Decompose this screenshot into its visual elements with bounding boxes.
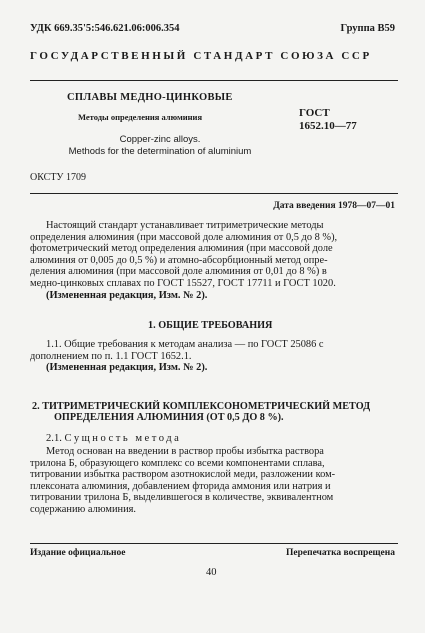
english-title bbox=[60, 134, 260, 157]
section2-line: Метод основан на введении в раствор пробы избытка раствора bbox=[46, 446, 324, 457]
okstu-code: ОКСТУ 1709 bbox=[30, 172, 87, 183]
english-title-line1: Copper-zinc alloys. bbox=[119, 134, 201, 145]
intro-line: алюминия от 0,005 до 0,5 %) и атомно-абсорбционный метод опре- bbox=[30, 254, 328, 266]
section2-subheading-num: 2.1. bbox=[46, 433, 62, 444]
intro-line: деления алюминия (при массовой доле алюминия от 0,01 до 8 %) в bbox=[30, 266, 327, 278]
intro-line: Настоящий стандарт устанавливает титриметрические методы bbox=[46, 220, 324, 231]
doc-subtitle: Методы определения алюминия bbox=[78, 112, 203, 122]
page-number: 40 bbox=[206, 567, 217, 578]
section2-line: титровании избытка раствором азотнокислой меди, разложении ком- bbox=[30, 469, 336, 481]
standard-name: ГОСУДАРСТВЕННЫЙ СТАНДАРТ СОЮЗА ССР bbox=[30, 50, 372, 62]
effective-date: Дата введения 1978—07—01 bbox=[273, 201, 395, 211]
intro-line: медно-цинковых сплавах по ГОСТ 15527, ГОСТ 17711 и ГОСТ 1020. bbox=[30, 277, 336, 289]
section2-line: плексоната алюминия, добавлением фторида аммония или натрия и bbox=[30, 480, 331, 492]
section1-line: 1.1. Общие требования к методам анализа — по ГОСТ 25086 с bbox=[46, 339, 324, 350]
english-title-line2: Methods for the determination of aluminium bbox=[68, 145, 252, 157]
section2-paragraph bbox=[30, 446, 398, 516]
gost-block bbox=[299, 107, 357, 133]
title-rule bbox=[30, 193, 398, 194]
intro-line: определения алюминия (при массовой доле алюминия от 0,5 до 8 %), bbox=[30, 231, 338, 243]
section2-line: содержанию алюминия. bbox=[30, 503, 137, 515]
footer-rule bbox=[30, 543, 398, 544]
footer-reprint-notice: Перепечатка воспрещена bbox=[285, 548, 395, 558]
section1-line: дополнением по п. 1.1 ГОСТ 1652.1. bbox=[30, 350, 192, 362]
group-code: Группа В59 bbox=[340, 23, 395, 34]
intro-line: фотометрический метод определения алюминия (при массовой доле bbox=[30, 243, 333, 255]
gost-label: ГОСТ bbox=[299, 107, 330, 119]
section2-line: трилона Б, образующего комплекс со всеми компонентами сплава, bbox=[30, 457, 325, 469]
gost-number: 1652.10—77 bbox=[299, 120, 357, 132]
section2-line: титровании трилона Б, выделившегося в количестве, эквивалентном bbox=[30, 492, 334, 504]
section1-paragraph bbox=[30, 339, 398, 374]
section1-amendment: (Измененная редакция, Изм. № 2). bbox=[46, 362, 208, 374]
header-rule bbox=[30, 80, 398, 81]
doc-title: СПЛАВЫ МЕДНО-ЦИНКОВЫЕ bbox=[67, 92, 233, 103]
section2-heading bbox=[32, 401, 370, 423]
footer-official-edition: Издание официальное bbox=[30, 548, 126, 558]
udk-code: УДК 669.35'5:546.621.06:006.354 bbox=[30, 23, 180, 34]
intro-paragraph bbox=[30, 220, 398, 301]
intro-amendment: (Измененная редакция, Изм. № 2). bbox=[46, 289, 208, 301]
section2-heading-line1: 2. ТИТРИМЕТРИЧЕСКИЙ КОМПЛЕКСОНОМЕТРИЧЕСКИЙ МЕТОД bbox=[32, 401, 371, 412]
section2-subheading bbox=[30, 433, 398, 445]
section1-heading: 1. ОБЩИЕ ТРЕБОВАНИЯ bbox=[148, 320, 273, 331]
section2-subheading-text: Сущность метода bbox=[64, 433, 182, 444]
section2-heading-line2: ОПРЕДЕЛЕНИЯ АЛЮМИНИЯ (ОТ 0,5 ДО 8 %). bbox=[54, 412, 284, 423]
